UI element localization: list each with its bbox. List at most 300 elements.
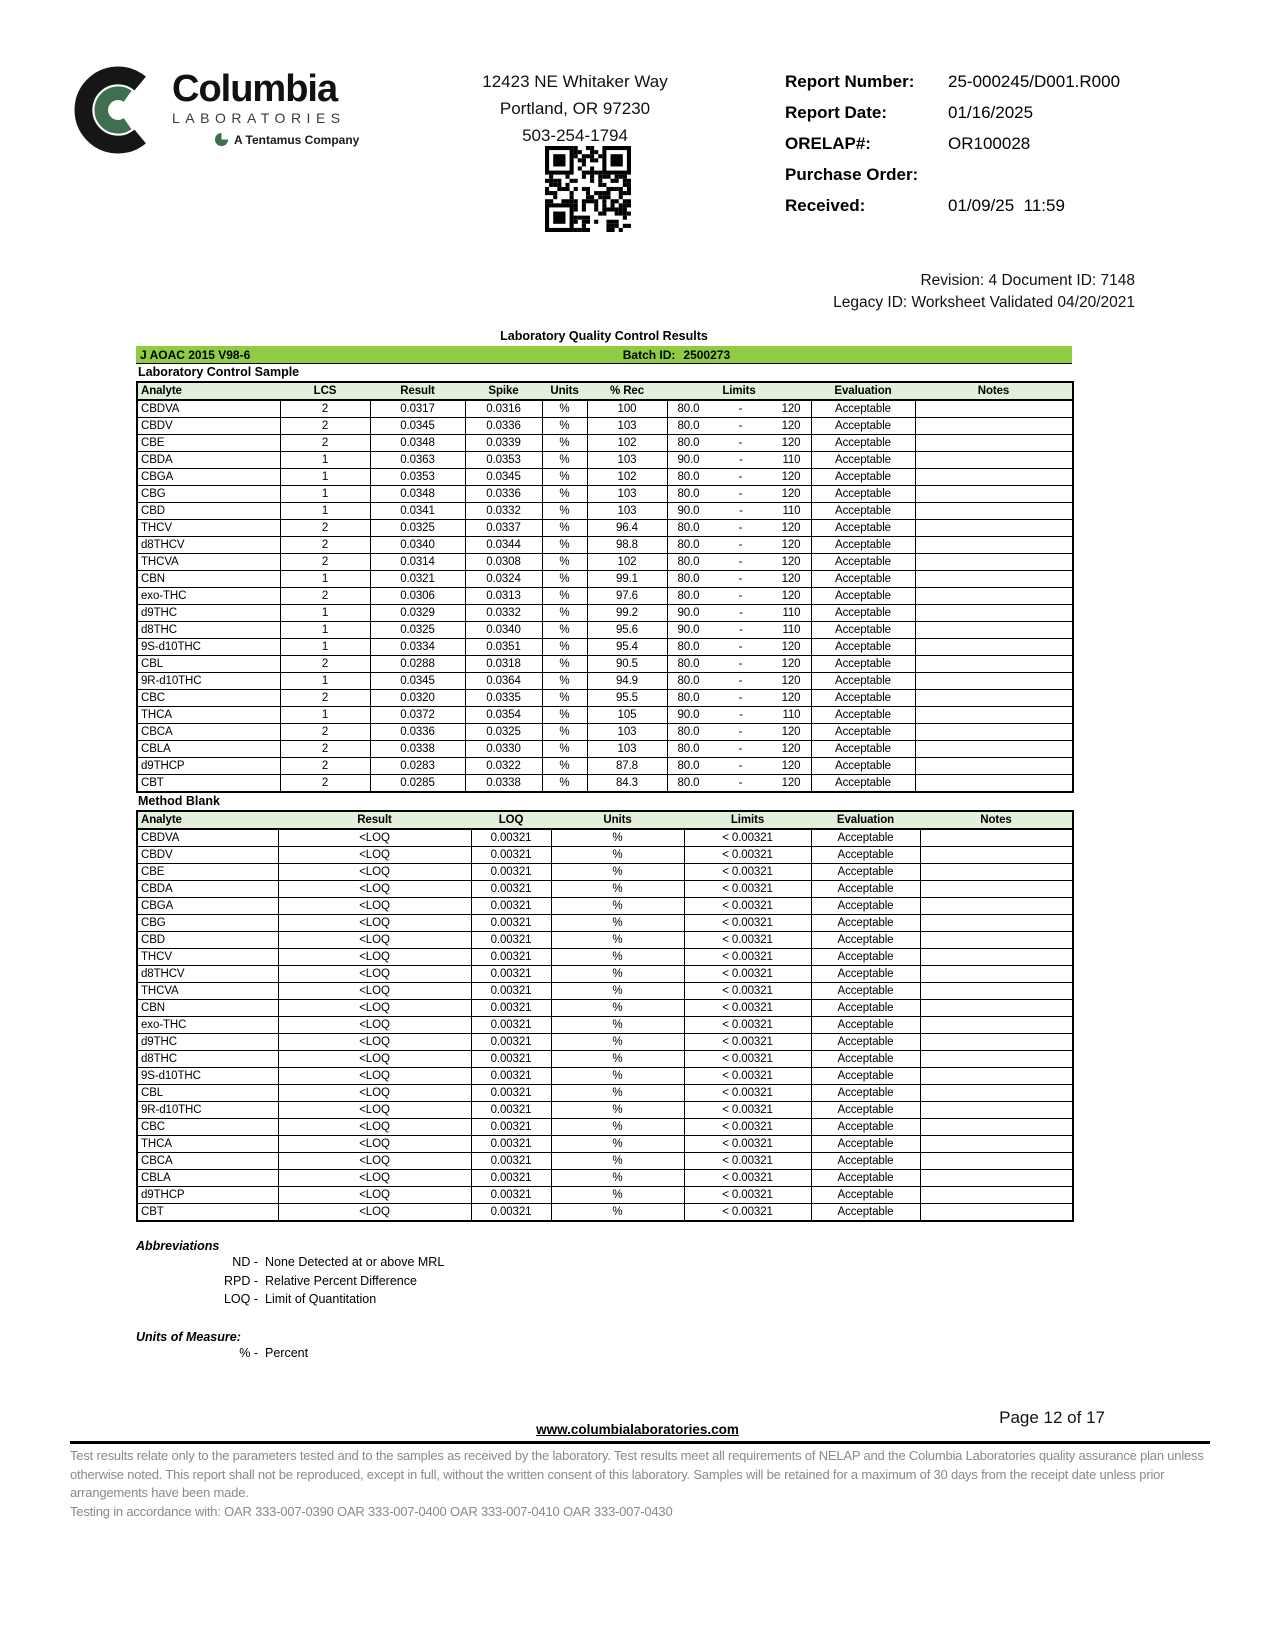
- loq: 0.00321: [471, 881, 551, 898]
- result: 0.0345: [370, 673, 465, 690]
- result: <LOQ: [278, 864, 471, 881]
- lcs: 2: [280, 775, 370, 793]
- result: 0.0321: [370, 571, 465, 588]
- notes: [915, 418, 1073, 435]
- result: <LOQ: [278, 1187, 471, 1204]
- table-row: [137, 1017, 1073, 1034]
- units: %: [551, 966, 684, 983]
- spike: 0.0338: [465, 775, 542, 793]
- analyte: CBG: [137, 486, 280, 503]
- analyte: CBGA: [137, 898, 278, 915]
- table-row: [137, 966, 1073, 983]
- evaluation: Acceptable: [811, 758, 915, 775]
- lcs: 1: [280, 452, 370, 469]
- analyte: 9R-d10THC: [137, 673, 280, 690]
- mb-col-loq: LOQ: [471, 811, 551, 829]
- analyte: d8THC: [137, 622, 280, 639]
- units: %: [542, 758, 587, 775]
- limits: 80.0 - 120: [667, 418, 811, 435]
- analyte: CBDVA: [137, 400, 280, 418]
- evaluation: Acceptable: [811, 452, 915, 469]
- abbr-key: ND -: [232, 1255, 258, 1269]
- address-phone: 503-254-1794: [522, 126, 628, 145]
- evaluation: Acceptable: [811, 690, 915, 707]
- lcs-col-notes: Notes: [915, 382, 1073, 400]
- evaluation: Acceptable: [811, 724, 915, 741]
- loq: 0.00321: [471, 966, 551, 983]
- units-of-measure-title: Units of Measure:: [136, 1330, 241, 1344]
- notes: [915, 724, 1073, 741]
- table-row: [137, 724, 1073, 741]
- limits: < 0.00321: [684, 829, 811, 847]
- loq: 0.00321: [471, 1085, 551, 1102]
- result: <LOQ: [278, 881, 471, 898]
- evaluation: Acceptable: [811, 1085, 920, 1102]
- units: %: [542, 656, 587, 673]
- units: %: [542, 452, 587, 469]
- abbreviations-title: Abbreviations: [136, 1239, 220, 1253]
- units: %: [551, 1187, 684, 1204]
- lcs: 1: [280, 503, 370, 520]
- units: %: [542, 503, 587, 520]
- units: %: [542, 418, 587, 435]
- result: <LOQ: [278, 932, 471, 949]
- lcs: 1: [280, 469, 370, 486]
- result: <LOQ: [278, 1204, 471, 1222]
- limits: 80.0 - 120: [667, 775, 811, 793]
- analyte: CBGA: [137, 469, 280, 486]
- lcs: 2: [280, 520, 370, 537]
- result: 0.0314: [370, 554, 465, 571]
- limits: < 0.00321: [684, 1051, 811, 1068]
- disclaimer-text: Test results relate only to the parameters tested and to the samples as received by the laboratory. Test results meet all requirements of NELAP and the Columbia Laboratories quality assurance plan unless otherwise noted. This report shall not be reproduced, except in full, without the written consent of this laboratory. Samples will be retained for a maximum of 30 days from the receipt date unless prior arrangements have been made.: [70, 1448, 1204, 1500]
- spike: 0.0364: [465, 673, 542, 690]
- method-blank-table: [136, 810, 1074, 1222]
- brand-subtitle: LABORATORIES: [172, 110, 346, 126]
- notes: [915, 520, 1073, 537]
- limits: 90.0 - 110: [667, 452, 811, 469]
- mb-col-notes: Notes: [920, 811, 1073, 829]
- abbreviations-block: [136, 1239, 444, 1309]
- evaluation: Acceptable: [811, 864, 920, 881]
- units: %: [542, 741, 587, 758]
- result: 0.0285: [370, 775, 465, 793]
- evaluation: Acceptable: [811, 707, 915, 724]
- table-row: [137, 898, 1073, 915]
- report-date-row: [785, 97, 1185, 128]
- table-row: [137, 1085, 1073, 1102]
- limits: < 0.00321: [684, 1068, 811, 1085]
- evaluation: Acceptable: [811, 966, 920, 983]
- units: %: [542, 622, 587, 639]
- limits: < 0.00321: [684, 1153, 811, 1170]
- abbr-value: None Detected at or above MRL: [265, 1255, 445, 1269]
- notes: [920, 1085, 1073, 1102]
- evaluation: Acceptable: [811, 915, 920, 932]
- loq: 0.00321: [471, 1170, 551, 1187]
- limits: 80.0 - 120: [667, 554, 811, 571]
- rec: 84.3: [587, 775, 667, 793]
- limits: 90.0 - 110: [667, 503, 811, 520]
- units: %: [542, 400, 587, 418]
- notes: [920, 1187, 1073, 1204]
- units: %: [542, 554, 587, 571]
- notes: [915, 554, 1073, 571]
- result: <LOQ: [278, 1017, 471, 1034]
- mb-header-row: [137, 811, 1073, 829]
- limits: 90.0 - 110: [667, 605, 811, 622]
- units-of-measure-block: [136, 1330, 308, 1363]
- analyte: CBL: [137, 656, 280, 673]
- qr-code: [545, 146, 631, 232]
- orelap-value: OR100028: [948, 133, 1031, 153]
- limits: < 0.00321: [684, 1187, 811, 1204]
- result: 0.0334: [370, 639, 465, 656]
- analyte: THCV: [137, 520, 280, 537]
- evaluation: Acceptable: [811, 503, 915, 520]
- mb-col-evaluation: Evaluation: [811, 811, 920, 829]
- notes: [915, 486, 1073, 503]
- analyte: THCV: [137, 949, 278, 966]
- notes: [915, 571, 1073, 588]
- notes: [915, 707, 1073, 724]
- analyte: CBE: [137, 435, 280, 452]
- units: %: [551, 898, 684, 915]
- lcs: 2: [280, 758, 370, 775]
- result: <LOQ: [278, 898, 471, 915]
- received-row: [785, 190, 1185, 221]
- unit-key: % -: [239, 1346, 258, 1360]
- rec: 105: [587, 707, 667, 724]
- abbreviation-item: [136, 1290, 444, 1309]
- evaluation: Acceptable: [811, 881, 920, 898]
- spike: 0.0335: [465, 690, 542, 707]
- loq: 0.00321: [471, 983, 551, 1000]
- units: %: [551, 1051, 684, 1068]
- abbreviation-item: [136, 1253, 444, 1272]
- rec: 102: [587, 435, 667, 452]
- abbr-key: RPD -: [223, 1273, 258, 1288]
- notes: [920, 915, 1073, 932]
- lcs: 1: [280, 639, 370, 656]
- units: %: [551, 1153, 684, 1170]
- batch-header-bar: [136, 346, 1072, 364]
- spike: 0.0308: [465, 554, 542, 571]
- limits: 80.0 - 120: [667, 588, 811, 605]
- lcs-col-rec: % Rec: [587, 382, 667, 400]
- evaluation: Acceptable: [811, 486, 915, 503]
- lcs-col-result: Result: [370, 382, 465, 400]
- limits: 80.0 - 120: [667, 400, 811, 418]
- units: %: [551, 1017, 684, 1034]
- limits: 80.0 - 120: [667, 469, 811, 486]
- brand-name: Columbia: [172, 68, 338, 110]
- result: 0.0283: [370, 758, 465, 775]
- units: %: [542, 520, 587, 537]
- notes: [920, 1136, 1073, 1153]
- evaluation: Acceptable: [811, 741, 915, 758]
- result: 0.0320: [370, 690, 465, 707]
- table-row: [137, 639, 1073, 656]
- units: %: [551, 1119, 684, 1136]
- notes: [915, 452, 1073, 469]
- notes: [920, 966, 1073, 983]
- table-row: [137, 847, 1073, 864]
- analyte: CBG: [137, 915, 278, 932]
- limits: < 0.00321: [684, 966, 811, 983]
- result: <LOQ: [278, 1136, 471, 1153]
- footer-divider: [70, 1441, 1210, 1444]
- mb-col-analyte: Analyte: [137, 811, 278, 829]
- loq: 0.00321: [471, 898, 551, 915]
- result: <LOQ: [278, 1068, 471, 1085]
- revision-line: Revision: 4 Document ID: 7148: [920, 272, 1135, 289]
- limits: 80.0 - 120: [667, 741, 811, 758]
- analyte: CBT: [137, 775, 280, 793]
- lcs-table: [136, 381, 1074, 793]
- rec: 95.6: [587, 622, 667, 639]
- rec: 98.8: [587, 537, 667, 554]
- units: %: [542, 639, 587, 656]
- spike: 0.0336: [465, 486, 542, 503]
- loq: 0.00321: [471, 1034, 551, 1051]
- evaluation: Acceptable: [811, 622, 915, 639]
- table-row: [137, 673, 1073, 690]
- result: <LOQ: [278, 1085, 471, 1102]
- units: %: [551, 1170, 684, 1187]
- evaluation: Acceptable: [811, 932, 920, 949]
- table-row: [137, 915, 1073, 932]
- table-row: [137, 1034, 1073, 1051]
- lcs: 1: [280, 486, 370, 503]
- result: 0.0363: [370, 452, 465, 469]
- limits: < 0.00321: [684, 1085, 811, 1102]
- notes: [915, 639, 1073, 656]
- limits: < 0.00321: [684, 1017, 811, 1034]
- table-row: [137, 1119, 1073, 1136]
- units: %: [551, 1000, 684, 1017]
- rec: 103: [587, 724, 667, 741]
- units: %: [542, 588, 587, 605]
- notes: [920, 1017, 1073, 1034]
- limits: < 0.00321: [684, 983, 811, 1000]
- spike: 0.0322: [465, 758, 542, 775]
- result: 0.0348: [370, 486, 465, 503]
- notes: [915, 656, 1073, 673]
- lcs: 1: [280, 673, 370, 690]
- analyte: d8THCV: [137, 537, 280, 554]
- table-row: [137, 1000, 1073, 1017]
- notes: [915, 537, 1073, 554]
- evaluation: Acceptable: [811, 1204, 920, 1222]
- analyte: d9THCP: [137, 758, 280, 775]
- result: 0.0338: [370, 741, 465, 758]
- units: %: [551, 1102, 684, 1119]
- analyte: CBDV: [137, 847, 278, 864]
- loq: 0.00321: [471, 1204, 551, 1222]
- result: 0.0325: [370, 622, 465, 639]
- received-label: Received:: [785, 195, 866, 215]
- evaluation: Acceptable: [811, 469, 915, 486]
- website-link[interactable]: www.columbialaboratories.com: [536, 1422, 739, 1437]
- evaluation: Acceptable: [811, 1017, 920, 1034]
- result: 0.0345: [370, 418, 465, 435]
- notes: [915, 673, 1073, 690]
- rec: 94.9: [587, 673, 667, 690]
- result: <LOQ: [278, 1000, 471, 1017]
- columbia-logo: [74, 64, 359, 156]
- evaluation: Acceptable: [811, 1153, 920, 1170]
- analyte: CBL: [137, 1085, 278, 1102]
- evaluation: Acceptable: [811, 847, 920, 864]
- table-row: [137, 932, 1073, 949]
- loq: 0.00321: [471, 949, 551, 966]
- analyte: CBE: [137, 864, 278, 881]
- notes: [920, 864, 1073, 881]
- loq: 0.00321: [471, 1153, 551, 1170]
- table-row: [137, 486, 1073, 503]
- table-row: [137, 571, 1073, 588]
- rec: 103: [587, 418, 667, 435]
- evaluation: Acceptable: [811, 588, 915, 605]
- rec: 90.5: [587, 656, 667, 673]
- unit-item: [136, 1344, 308, 1363]
- units: %: [542, 435, 587, 452]
- units: %: [551, 1085, 684, 1102]
- limits: 80.0 - 120: [667, 673, 811, 690]
- lcs-col-analyte: Analyte: [137, 382, 280, 400]
- brand-tagline: A Tentamus Company: [214, 132, 359, 147]
- lab-address: [440, 68, 710, 149]
- rec: 95.4: [587, 639, 667, 656]
- notes: [920, 829, 1073, 847]
- table-row: [137, 1068, 1073, 1085]
- report-number-value: 25-000245/D001.R000: [948, 71, 1121, 91]
- result: 0.0372: [370, 707, 465, 724]
- table-row: [137, 707, 1073, 724]
- limits: < 0.00321: [684, 881, 811, 898]
- purchase-order-label: Purchase Order:: [785, 164, 919, 184]
- units: %: [551, 881, 684, 898]
- table-row: [137, 741, 1073, 758]
- loq: 0.00321: [471, 1051, 551, 1068]
- lcs: 2: [280, 554, 370, 571]
- quality-control-section: [136, 329, 1072, 1222]
- limits: 80.0 - 120: [667, 435, 811, 452]
- loq: 0.00321: [471, 847, 551, 864]
- lcs-col-limits: Limits: [667, 382, 811, 400]
- limits: < 0.00321: [684, 1102, 811, 1119]
- loq: 0.00321: [471, 829, 551, 847]
- limits: 90.0 - 110: [667, 622, 811, 639]
- table-row: [137, 1187, 1073, 1204]
- evaluation: Acceptable: [811, 656, 915, 673]
- loq: 0.00321: [471, 932, 551, 949]
- lcs-col-spike: Spike: [465, 382, 542, 400]
- evaluation: Acceptable: [811, 1000, 920, 1017]
- table-row: [137, 418, 1073, 435]
- evaluation: Acceptable: [811, 1051, 920, 1068]
- notes: [915, 588, 1073, 605]
- units: %: [551, 932, 684, 949]
- analyte: CBC: [137, 1119, 278, 1136]
- analyte: CBDV: [137, 418, 280, 435]
- notes: [920, 1000, 1073, 1017]
- table-row: [137, 864, 1073, 881]
- abbr-value: Relative Percent Difference: [265, 1273, 417, 1288]
- result: <LOQ: [278, 1051, 471, 1068]
- table-row: [137, 1136, 1073, 1153]
- loq: 0.00321: [471, 1136, 551, 1153]
- analyte: d9THCP: [137, 1187, 278, 1204]
- notes: [920, 1170, 1073, 1187]
- units: %: [542, 537, 587, 554]
- notes: [915, 622, 1073, 639]
- loq: 0.00321: [471, 1068, 551, 1085]
- table-row: [137, 690, 1073, 707]
- lcs: 1: [280, 605, 370, 622]
- spike: 0.0316: [465, 400, 542, 418]
- footer-disclaimer: [70, 1447, 1213, 1521]
- lcs-section-title: Laboratory Control Sample: [138, 365, 300, 379]
- table-row: [137, 1051, 1073, 1068]
- limits: 80.0 - 120: [667, 724, 811, 741]
- analyte: CBCA: [137, 1153, 278, 1170]
- table-row: [137, 1204, 1073, 1222]
- lcs: 2: [280, 400, 370, 418]
- analyte: THCVA: [137, 554, 280, 571]
- limits: < 0.00321: [684, 1000, 811, 1017]
- rec: 103: [587, 503, 667, 520]
- loq: 0.00321: [471, 915, 551, 932]
- table-row: [137, 1153, 1073, 1170]
- result: 0.0317: [370, 400, 465, 418]
- analyte: d8THCV: [137, 966, 278, 983]
- notes: [920, 1204, 1073, 1222]
- evaluation: Acceptable: [811, 418, 915, 435]
- limits: < 0.00321: [684, 847, 811, 864]
- analyte: d9THC: [137, 605, 280, 622]
- result: 0.0340: [370, 537, 465, 554]
- evaluation: Acceptable: [811, 1068, 920, 1085]
- notes: [920, 983, 1073, 1000]
- limits: < 0.00321: [684, 898, 811, 915]
- evaluation: Acceptable: [811, 1102, 920, 1119]
- evaluation: Acceptable: [811, 400, 915, 418]
- legacy-id-line: Legacy ID: Worksheet Validated 04/20/2021: [833, 294, 1135, 311]
- units: %: [551, 949, 684, 966]
- evaluation: Acceptable: [811, 435, 915, 452]
- notes: [920, 1051, 1073, 1068]
- spike: 0.0324: [465, 571, 542, 588]
- spike: 0.0354: [465, 707, 542, 724]
- limits: < 0.00321: [684, 1136, 811, 1153]
- result: 0.0348: [370, 435, 465, 452]
- address-line: 12423 NE Whitaker Way: [482, 72, 668, 91]
- table-row: [137, 452, 1073, 469]
- notes: [920, 1153, 1073, 1170]
- table-row: [137, 554, 1073, 571]
- loq: 0.00321: [471, 1017, 551, 1034]
- notes: [915, 758, 1073, 775]
- spike: 0.0337: [465, 520, 542, 537]
- loq: 0.00321: [471, 1187, 551, 1204]
- lcs-col-units: Units: [542, 382, 587, 400]
- table-row: [137, 775, 1073, 793]
- mb-col-units: Units: [551, 811, 684, 829]
- units: %: [542, 469, 587, 486]
- notes: [920, 847, 1073, 864]
